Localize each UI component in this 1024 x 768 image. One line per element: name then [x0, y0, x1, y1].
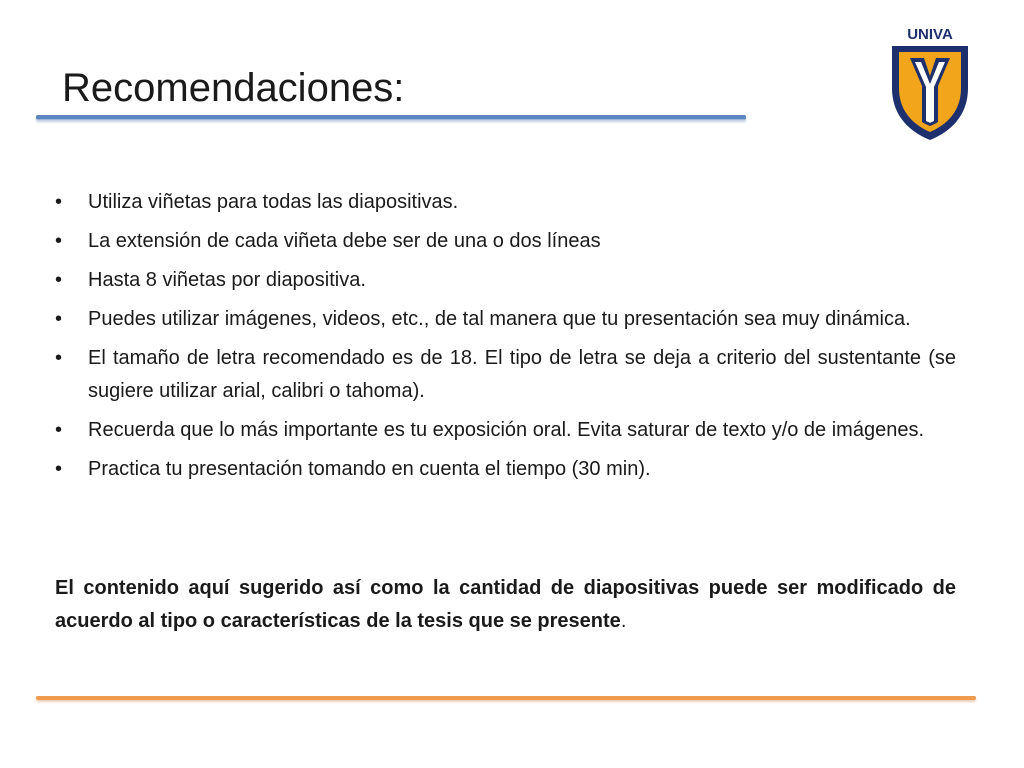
bullet-symbol: •	[55, 458, 63, 480]
closing-note-period: .	[620, 610, 627, 632]
bullet-symbol: •	[55, 347, 63, 369]
bullet-text: Practica tu presentación tomando en cuenta el tiempo (30 min).	[88, 458, 651, 480]
bullet-symbol: •	[55, 269, 63, 291]
bullet-text: Puedes utilizar imágenes, videos, etc., de tal manera que tu presentación sea muy dinámica.	[88, 308, 911, 330]
closing-note	[55, 572, 956, 638]
list-item	[55, 186, 956, 219]
logo-text: UNIVA	[907, 26, 953, 43]
bullet-symbol: •	[55, 191, 63, 213]
list-item	[55, 264, 956, 297]
bullet-text: Hasta 8 viñetas por diapositiva.	[88, 269, 366, 291]
bullet-list	[55, 186, 956, 486]
bullet-text: El tamaño de letra recomendado es de 18. El tipo de letra se deja a criterio del sustentante (se sugiere utilizar arial, calibri o tahoma).	[88, 347, 956, 402]
bullet-symbol: •	[55, 230, 63, 252]
list-item	[55, 342, 956, 408]
list-item	[55, 225, 956, 258]
title-underline	[36, 115, 746, 120]
bullet-symbol: •	[55, 308, 63, 330]
bullet-text: Utiliza viñetas para todas las diapositivas.	[88, 191, 459, 213]
bullet-text: La extensión de cada viñeta debe ser de una o dos líneas	[88, 230, 601, 252]
list-item	[55, 303, 956, 336]
footer-rule	[36, 696, 976, 700]
list-item	[55, 453, 956, 486]
bullet-text: Recuerda que lo más importante es tu exposición oral. Evita saturar de texto y/o de imágenes.	[88, 419, 925, 441]
univa-shield-logo-icon	[882, 24, 978, 146]
list-item	[55, 414, 956, 447]
closing-note-text: El contenido aquí sugerido así como la cantidad de diapositivas puede ser modificado de acuerdo al tipo o características de la tesis que se presente	[55, 577, 956, 632]
slide-title: Recomendaciones:	[62, 66, 405, 110]
bullet-symbol: •	[55, 419, 63, 441]
